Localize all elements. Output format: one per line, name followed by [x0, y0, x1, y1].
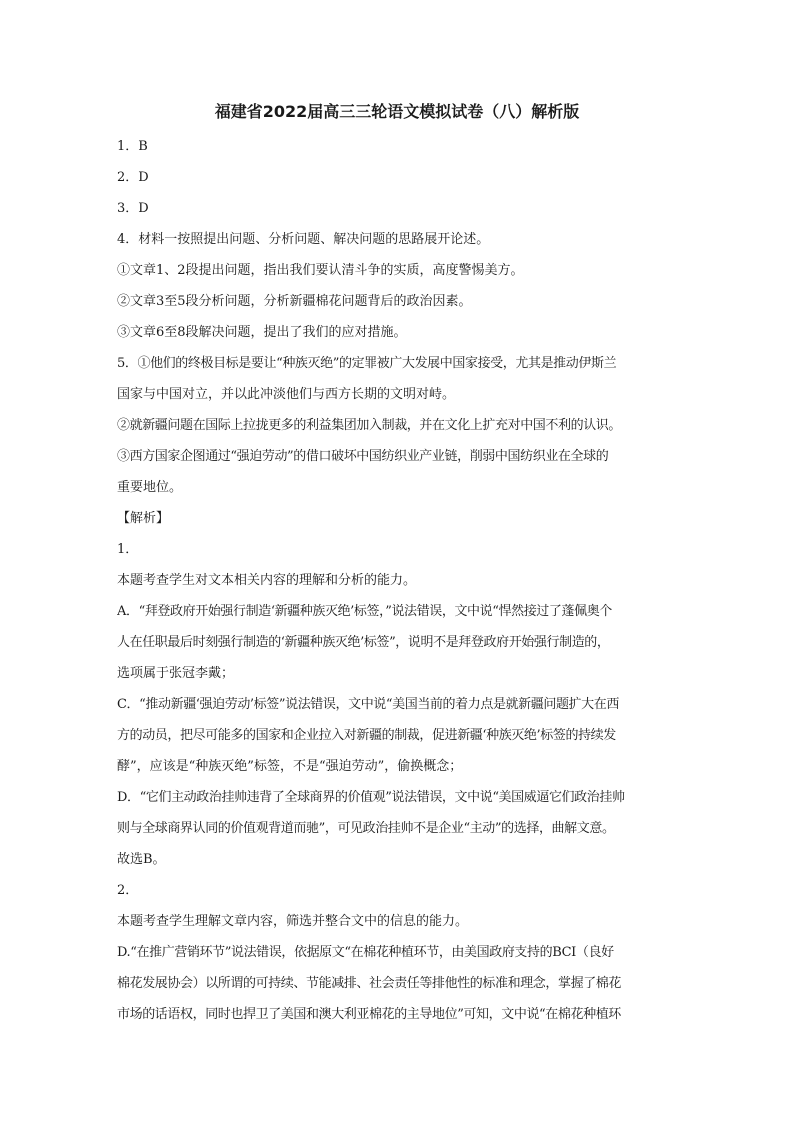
answer-line: ③西方国家企图通过“强迫劳动”的借口破坏中国纺织业产业链，削弱中国纺织业在全球的	[117, 449, 609, 464]
answer-line: ①文章1、2段提出问题，指出我们要认清斗争的实质，高度警惕美方。	[117, 263, 524, 278]
analysis-line: 市场的话语权，同时也捍卫了美国和澳大利亚棉花的主导地位”可知，文中说“在棉花种植环	[117, 1007, 621, 1022]
analysis-line: D.“在推广营销环节”说法错误，依据原文“在棉花种植环节，由美国政府支持的BCI（良好	[117, 945, 614, 960]
answer-line: 重要地位。	[117, 480, 183, 495]
answer-line: 4．材料一按照提出问题、分析问题、解决问题的思路展开论述。	[117, 232, 490, 247]
document-body	[117, 131, 679, 1030]
analysis-line: A．“拜登政府开始强行制造‘新疆种族灭绝’标签，”说法错误，文中说“悍然接过了蓬佩奥个	[117, 604, 612, 619]
analysis-line: 故选B。	[117, 852, 166, 867]
answer-line: 国家与中国对立，并以此冲淡他们与西方长期的文明对峙。	[117, 387, 456, 402]
section-heading: 【解析】	[117, 511, 170, 526]
answer-line: ②就新疆问题在国际上拉拢更多的利益集团加入制裁，并在文化上扩充对中国不利的认识。	[117, 418, 622, 433]
answer-line: ③文章6至8段解决问题，提出了我们的应对措施。	[117, 325, 407, 340]
question-number: 1．	[117, 542, 139, 557]
analysis-line: 本题考查学生理解文章内容，筛选并整合文中的信息的能力。	[117, 914, 469, 929]
analysis-line: 选项属于张冠李戴；	[117, 666, 235, 681]
analysis-line: 则与全球商界认同的价值观背道而驰”，可见政治挂帅不是企业“主动”的选择，曲解文意。	[117, 821, 615, 836]
answer-line: 1．B	[117, 139, 148, 154]
answer-line: ②文章3至5段分析问题，分析新疆棉花问题背后的政治因素。	[117, 294, 472, 309]
answer-line: 2．D	[117, 170, 149, 185]
question-number: 2．	[117, 883, 139, 898]
analysis-line: 酵”，应该是“种族灭绝”标签，不是“强迫劳动”，偷换概念；	[117, 759, 463, 774]
analysis-line: D．“它们主动政治挂帅违背了全球商界的价值观”说法错误，文中说“美国威逼它们政治挂帅	[117, 790, 625, 805]
analysis-line: C．“推动新疆‘强迫劳动’标签”说法错误，文中说“美国当前的着力点是就新疆问题扩大在西	[117, 697, 619, 712]
analysis-line: 人在任职最后时刻强行制造的‘新疆种族灭绝’标签”，说明不是拜登政府开始强行制造的，	[117, 635, 610, 650]
analysis-line: 方的动员，把尽可能多的国家和企业拉入对新疆的制裁，促进新疆‘种族灭绝’标签的持续发	[117, 728, 616, 743]
answer-line: 5．①他们的终极目标是要让“种族灭绝”的定罪被广大发展中国家接受，尤其是推动伊斯兰	[117, 356, 617, 371]
analysis-line: 本题考查学生对文本相关内容的理解和分析的能力。	[117, 573, 417, 588]
analysis-line: 棉花发展协会）以所谓的可持续、节能减排、社会责任等排他性的标准和理念，掌握了棉花	[117, 976, 622, 991]
answer-line: 3．D	[117, 201, 149, 216]
document-title: 福建省2022届高三三轮语文模拟试卷（八）解析版	[214, 102, 580, 121]
